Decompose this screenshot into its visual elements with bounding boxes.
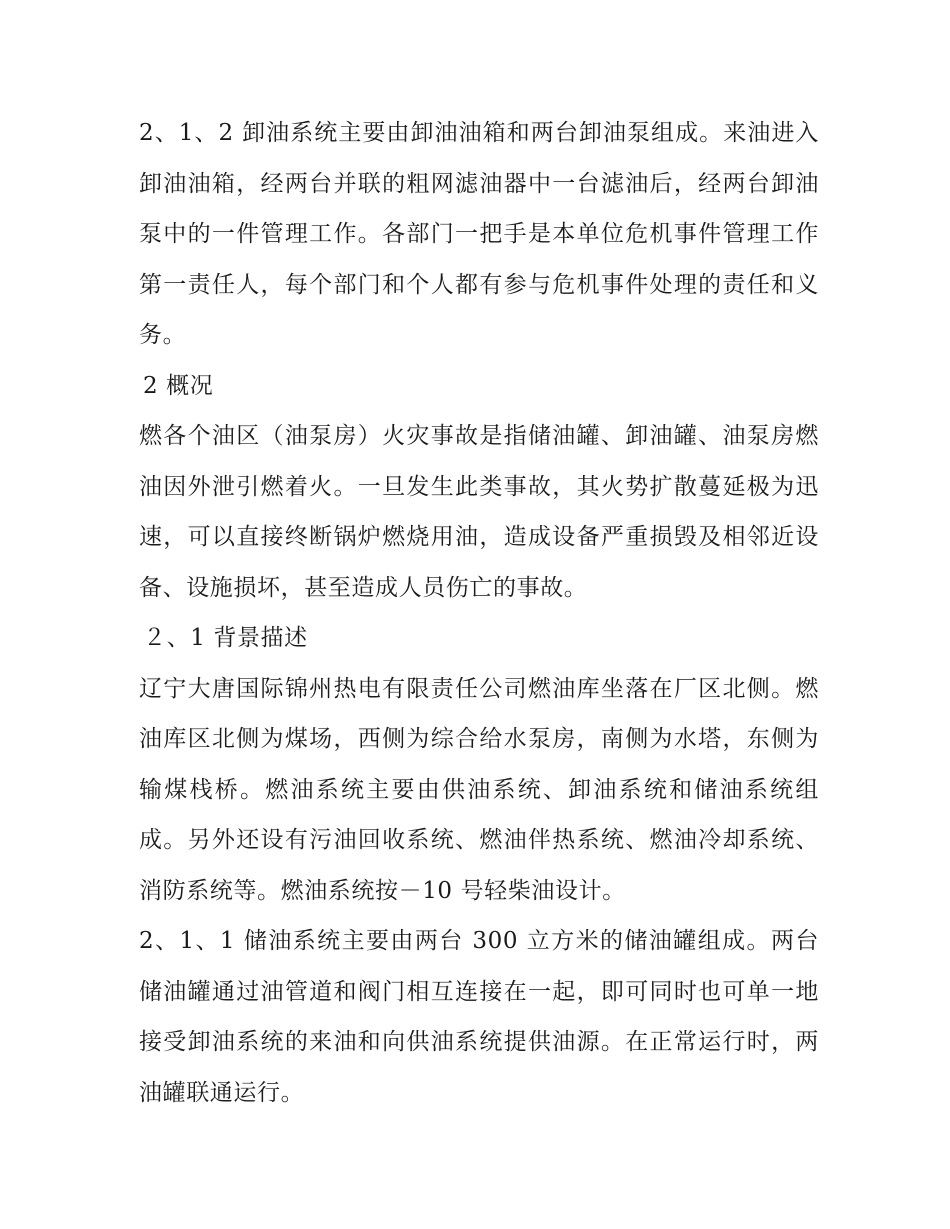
document-body	[139, 108, 819, 1118]
paragraph-oil-depot: 辽宁大唐国际锦州热电有限责任公司燃油库坐落在厂区北侧。燃油库区北侧为煤场，西侧为综合给水泵房，南侧为水塔，东侧为输煤栈桥。燃油系统主要由供油系统、卸油系统和储油系统组成。另外还设有污油回收系统、燃油伴热系统、燃油冷却系统、消防系统等。燃油系统按－10 号轻柴油设计。	[139, 675, 819, 904]
heading-overview: 2 概况	[143, 372, 214, 399]
paragraph-unloading-system: 2、1、2 卸油系统主要由卸油油箱和两台卸油泵组成。来油进入卸油油箱，经两台并联的粗网滤油器中一台滤油后，经两台卸油泵中的一件管理工作。各部门一把手是本单位危机事件管理工作第一责任人，每个部门和个人都有参与危机事件处理的责任和义务。	[139, 120, 819, 348]
paragraph-storage-system: 2、1、1 储油系统主要由两台 300 立方米的储油罐组成。两台储油罐通过油管道和阀门相互连接在一起，即可同时也可单一地接受卸油系统的来油和向供油系统提供油源。在正常运行时，两油罐联通运行。	[139, 928, 819, 1106]
paragraph-fire-accident: 燃各个油区（油泵房）火灾事故是指储油罐、卸油罐、油泵房燃油因外泄引燃着火。一旦发生此类事故，其火势扩散蔓延极为迅速，可以直接终断锅炉燃烧用油，造成设备严重损毁及相邻近设备、设施损坏，甚至造成人员伤亡的事故。	[139, 423, 819, 601]
heading-background: ２、1 背景描述	[143, 625, 308, 651]
